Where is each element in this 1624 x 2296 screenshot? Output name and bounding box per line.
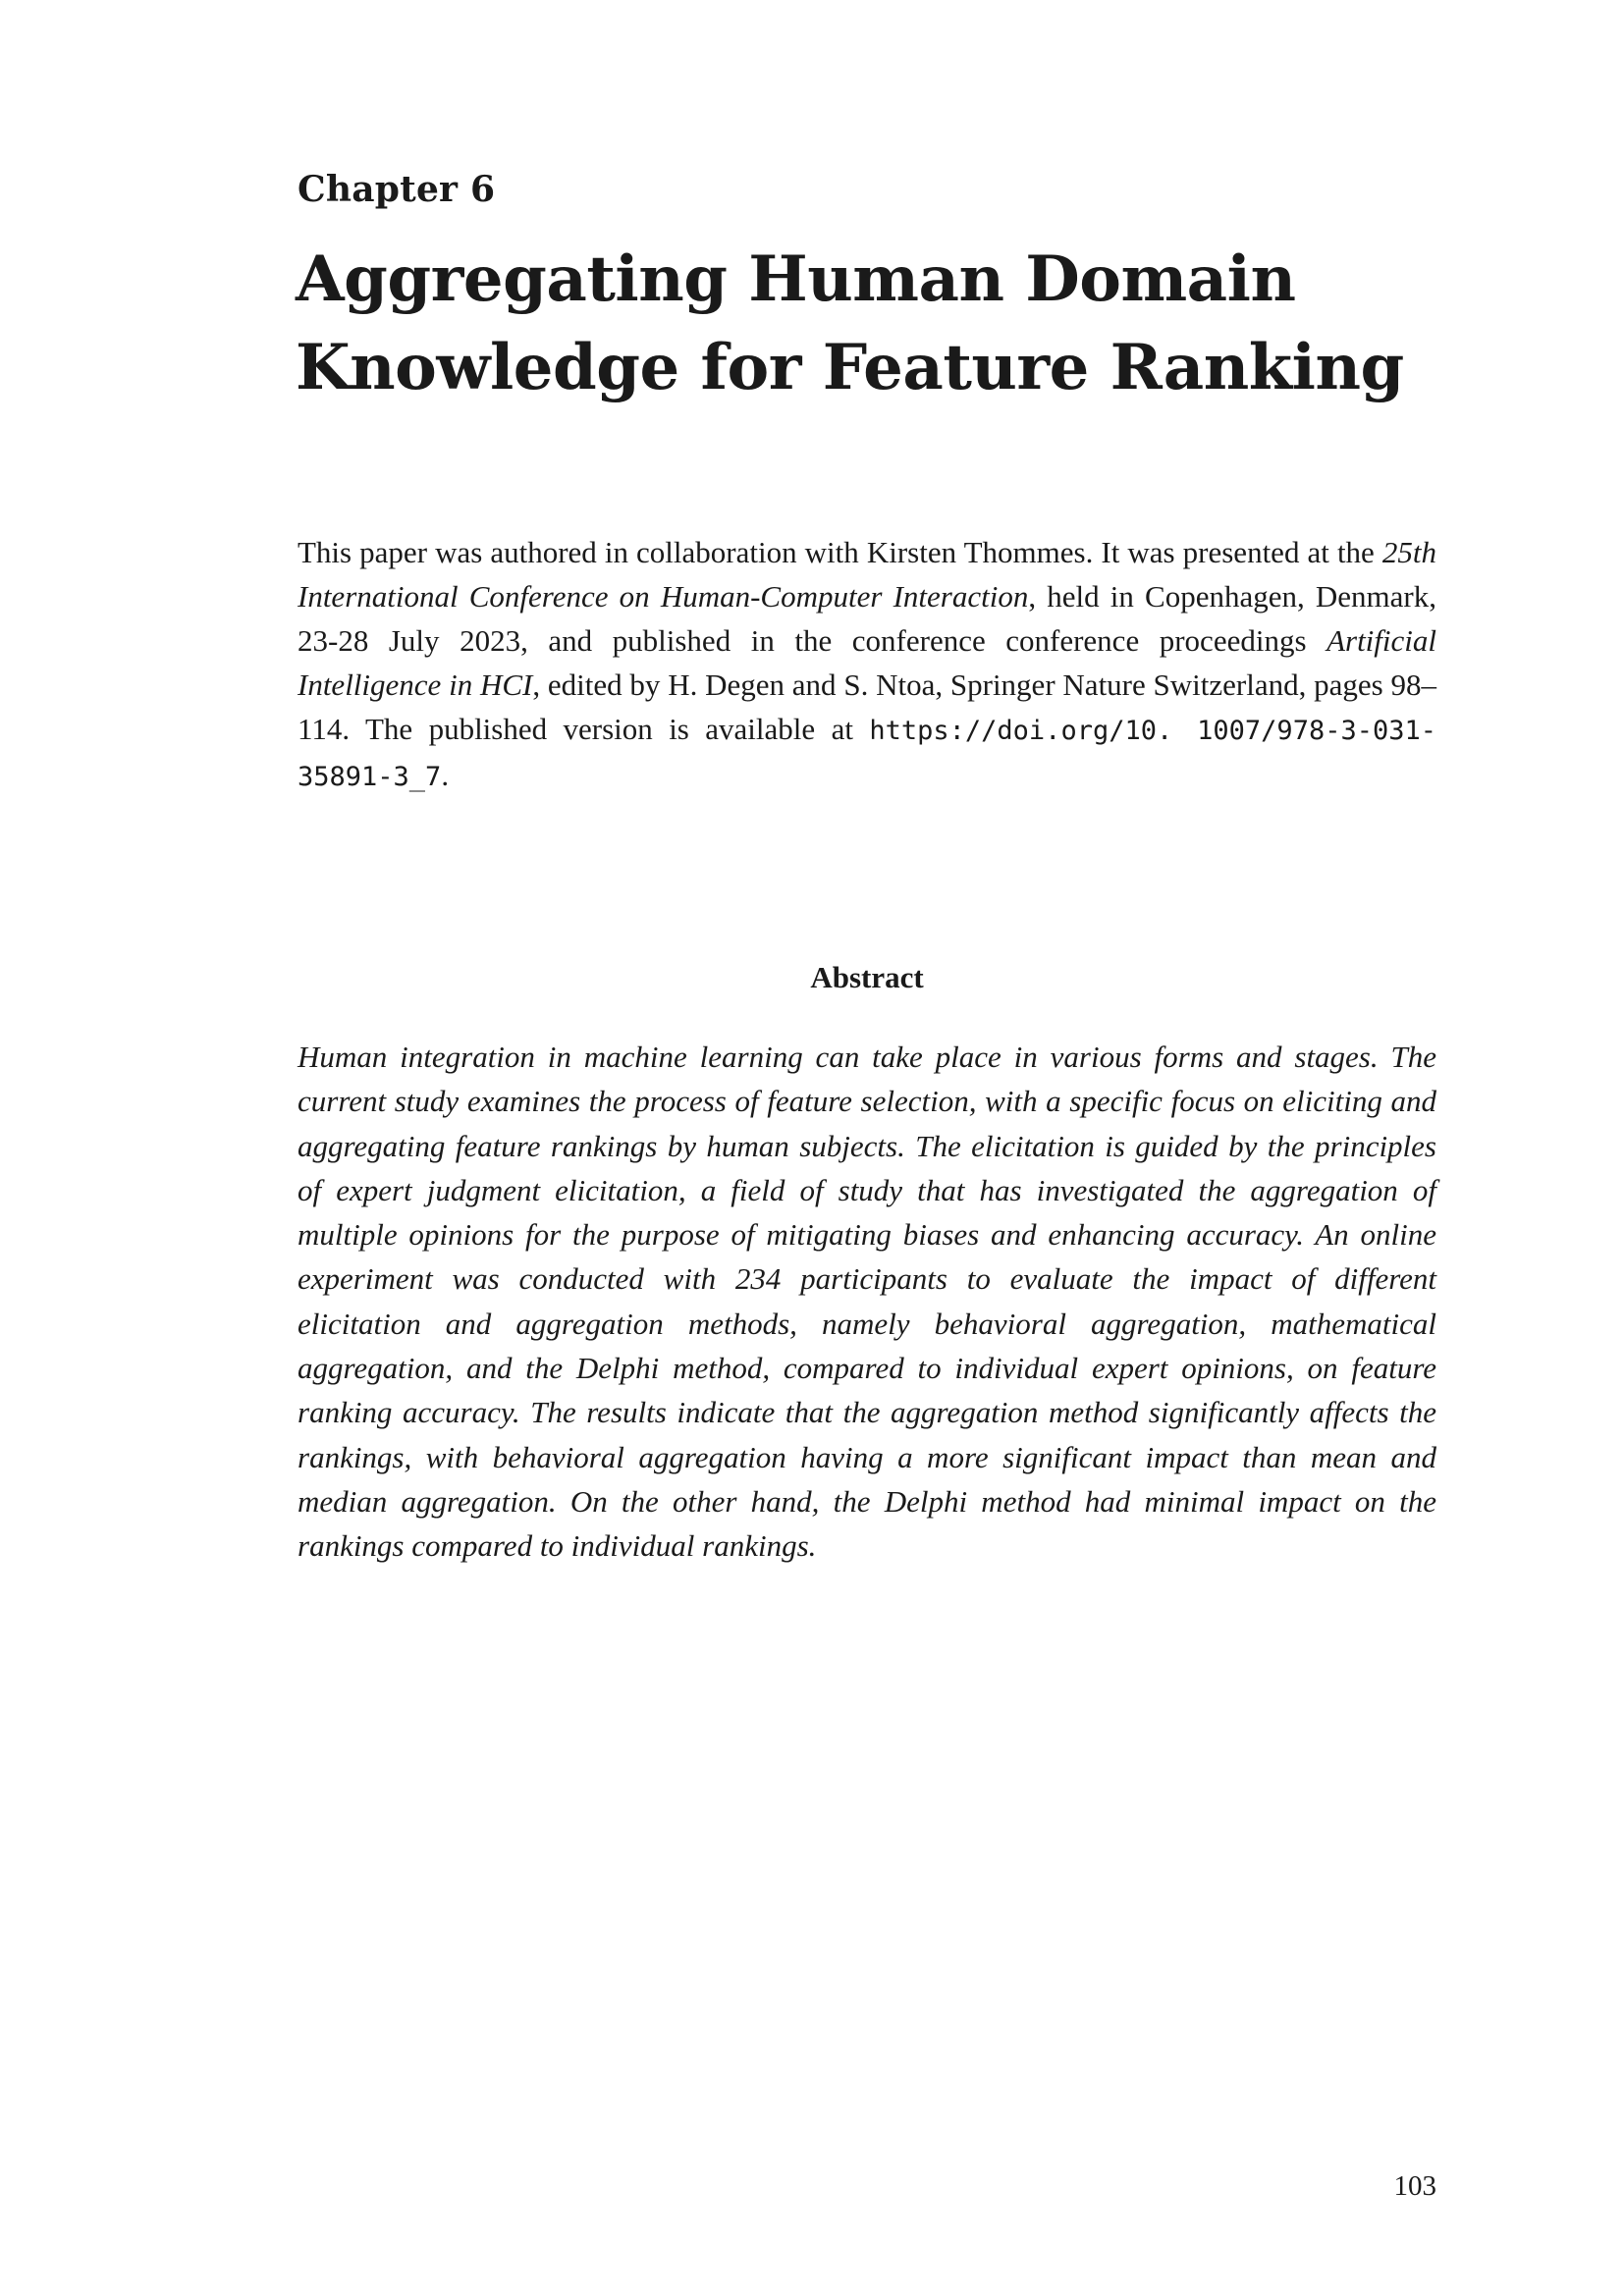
proceedings-title: Artificial Intelligence in HCI xyxy=(298,623,1436,702)
conference-name: 25th International Conference on Human-Computer Interaction xyxy=(298,535,1436,614)
abstract-heading: Abstract xyxy=(810,960,924,994)
chapter-title-line-2: Knowledge for Feature Ranking xyxy=(296,331,1404,404)
chapter-label: Chapter 6 xyxy=(298,169,496,210)
note-text-3: , edited by H. Degen and S. Ntoa, Springer Nature Switzerland, pages 98–114. The published version is available at xyxy=(298,667,1436,746)
page-number: 103 xyxy=(1393,2170,1436,2202)
doi-link-part-2: 1007/978-3-031-35891-3_7 xyxy=(298,716,1436,792)
publication-note xyxy=(298,530,1436,799)
chapter-title xyxy=(296,236,1425,412)
abstract-body: Human integration in machine learning can take place in various forms and stages. The current study examines the process of feature selection, with a specific focus on eliciting and aggregating feature rankings by human subjects. The elicitation is guided by the principles of expert judgment elicitation, a field of study that has investigated the aggregation of multiple opinions for the purpose of mitigating biases and enhancing accuracy. An online experiment was conducted with 234 participants to evaluate the impact of different elicitation and aggregation methods, namely behavioral aggregation, mathematical aggregation, and the Delphi method, compared to individual expert opinions, on feature ranking accuracy. The results indicate that the aggregation method significantly affects the rankings, with behavioral aggregation having a more significant impact than mean and median aggregation. On the other hand, the Delphi method had minimal impact on the rankings compared to individual rankings. xyxy=(298,1040,1436,1564)
note-text-4: . xyxy=(441,758,450,792)
note-text-2: , held in Copenhagen, Denmark, 23-28 July 2023, and published in the conference conference proceedings xyxy=(298,579,1436,658)
doi-link-part-1: https://doi.org/10. xyxy=(869,716,1173,746)
note-text-1: This paper was authored in collaboration with Kirsten Thommes. It was presented at the xyxy=(298,535,1382,569)
chapter-title-line-1: Aggregating Human Domain xyxy=(296,242,1296,316)
